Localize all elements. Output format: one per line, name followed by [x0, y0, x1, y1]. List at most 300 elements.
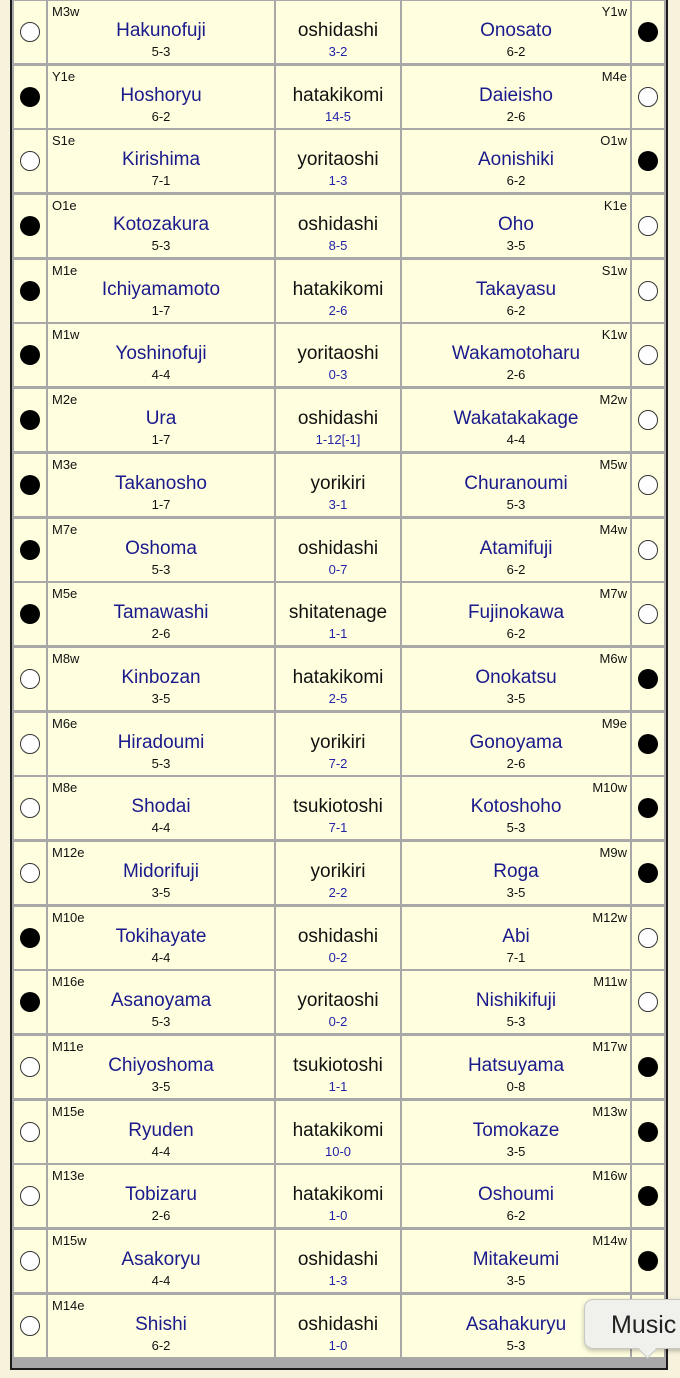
bout-row [12, 129, 666, 194]
bout-row [12, 1294, 666, 1359]
head-to-head-link[interactable]: 1-3 [328, 1273, 348, 1289]
west-result-cell [632, 454, 664, 516]
kimarite-cell [276, 713, 400, 775]
result-loss-icon [638, 540, 658, 560]
kimarite-cell [276, 1, 400, 63]
west-result-cell [632, 583, 664, 645]
bout-list [12, 0, 666, 1358]
east-result-cell [14, 454, 46, 516]
head-to-head-link[interactable]: 0-3 [328, 367, 348, 383]
west-result-cell [632, 713, 664, 775]
east-rank: Y1e [52, 68, 76, 84]
west-rikishi-cell [402, 907, 630, 969]
east-rikishi-link[interactable]: Oshoma [125, 537, 197, 559]
east-result-cell [14, 260, 46, 322]
west-rank: S1w [601, 262, 627, 278]
result-loss-icon [638, 281, 658, 301]
kimarite: tsukiotoshi [293, 796, 383, 818]
bout-row [12, 906, 666, 971]
west-rikishi-cell [402, 260, 630, 322]
kimarite: oshidashi [297, 214, 379, 236]
east-rikishi-cell [48, 519, 274, 581]
kimarite: hatakikomi [292, 1119, 384, 1141]
east-rank: M6e [52, 715, 78, 731]
east-record: 5-3 [151, 755, 171, 771]
west-rikishi-link[interactable]: Onosato [480, 20, 552, 41]
east-rank: M5e [52, 586, 78, 602]
west-result-cell [632, 907, 664, 969]
east-rikishi-link[interactable]: Midorifuji [122, 860, 200, 882]
east-rikishi-link[interactable]: Tamawashi [113, 602, 209, 624]
east-rank: M7e [52, 521, 78, 537]
west-rikishi-link[interactable]: Gonoyama [469, 731, 563, 753]
result-win-icon [20, 540, 40, 560]
west-rikishi-cell [402, 777, 630, 839]
east-rikishi-link[interactable]: Asanoyama [110, 990, 212, 1012]
west-rikishi-cell [402, 454, 630, 516]
result-win-icon [20, 475, 40, 495]
result-loss-icon [20, 151, 40, 171]
east-rikishi-link[interactable]: Ryuden [128, 1119, 194, 1141]
east-rikishi-link[interactable]: Shodai [131, 796, 191, 818]
west-rank: M4w [599, 521, 627, 537]
result-loss-icon [638, 87, 658, 107]
east-record: 5-3 [151, 238, 171, 254]
east-record: 5-3 [151, 1014, 171, 1030]
music-button[interactable] [584, 1299, 680, 1349]
kimarite: oshidashi [297, 1249, 379, 1271]
kimarite: hatakikomi [292, 84, 384, 106]
west-rikishi-link[interactable]: Fujinokawa [467, 602, 565, 624]
east-rikishi-cell [48, 1230, 274, 1292]
east-rikishi-link[interactable]: Hiradoumi [117, 731, 205, 753]
west-result-cell [632, 66, 664, 128]
east-rikishi-cell [48, 1036, 274, 1098]
head-to-head-link[interactable]: 1-3 [328, 173, 348, 189]
east-record: 3-5 [151, 690, 171, 706]
result-loss-icon [20, 798, 40, 818]
result-loss-icon [638, 216, 658, 236]
west-rikishi-cell [402, 66, 630, 128]
west-rank: M9e [601, 715, 627, 731]
result-win-icon [638, 22, 658, 42]
kimarite: yorikiri [310, 860, 366, 882]
kimarite-cell [276, 66, 400, 128]
east-rank: M10e [52, 909, 85, 925]
east-rikishi-link[interactable]: Hakunofuji [116, 20, 206, 41]
result-loss-icon [20, 734, 40, 754]
bout-row [12, 841, 666, 906]
kimarite-cell [276, 130, 400, 192]
east-rikishi-link[interactable]: Takanosho [115, 472, 207, 494]
kimarite: oshidashi [297, 20, 379, 41]
west-rank: M14w [592, 1233, 627, 1249]
west-result-cell [632, 260, 664, 322]
west-record: 4-4 [506, 432, 526, 448]
east-result-cell [14, 1101, 46, 1163]
west-rikishi-cell [402, 1165, 630, 1227]
kimarite: hatakikomi [292, 1184, 384, 1206]
music-button-label: Music [611, 1311, 677, 1339]
kimarite: yoritaoshi [297, 149, 379, 171]
east-result-cell [14, 1230, 46, 1292]
west-rikishi-cell [402, 1036, 630, 1098]
kimarite-cell [276, 1230, 400, 1292]
result-win-icon [20, 87, 40, 107]
west-rank: M16w [592, 1168, 627, 1184]
west-rikishi-link[interactable]: Wakatakakage [453, 408, 579, 430]
west-rikishi-cell [402, 713, 630, 775]
result-win-icon [20, 992, 40, 1012]
bout-row [12, 65, 666, 130]
head-to-head-link[interactable]: 3-2 [328, 44, 348, 59]
bout-row [12, 1229, 666, 1294]
west-record: 6-2 [506, 173, 526, 189]
east-rank: M12e [52, 844, 85, 860]
west-record: 3-5 [506, 238, 526, 254]
east-result-cell [14, 130, 46, 192]
east-rikishi-link[interactable]: Kinbozan [121, 666, 201, 688]
east-result-cell [14, 389, 46, 451]
east-rank: M11e [52, 1039, 84, 1054]
head-to-head-link[interactable]: 2-5 [328, 690, 348, 706]
head-to-head-link[interactable]: 1-1 [328, 626, 348, 642]
head-to-head-link[interactable]: 1-1 [328, 1079, 348, 1094]
kimarite-cell [276, 324, 400, 386]
result-win-icon [638, 734, 658, 754]
head-to-head-link[interactable]: 7-2 [328, 755, 348, 771]
bout-row [12, 970, 666, 1035]
bout-row [12, 776, 666, 841]
east-record: 6-2 [151, 108, 171, 124]
west-rikishi-link[interactable]: Abi [502, 925, 530, 947]
bout-row [12, 582, 666, 647]
east-rikishi-link[interactable]: Ura [145, 408, 177, 430]
east-rikishi-link[interactable]: Tokihayate [115, 925, 207, 947]
result-loss-icon [20, 1186, 40, 1206]
result-win-icon [638, 798, 658, 818]
east-record: 5-3 [151, 561, 171, 577]
bout-row [12, 453, 666, 518]
east-rank: M15w [52, 1233, 87, 1249]
east-record: 3-5 [151, 1079, 171, 1094]
west-rikishi-cell [402, 971, 630, 1033]
east-rank: M14e [52, 1297, 85, 1313]
bout-row [12, 518, 666, 583]
kimarite-cell [276, 1036, 400, 1098]
result-loss-icon [638, 604, 658, 624]
west-record: 2-6 [506, 755, 526, 771]
west-rank: M10w [592, 780, 627, 796]
head-to-head-link[interactable]: 1-12[-1] [315, 432, 361, 448]
east-result-cell [14, 971, 46, 1033]
kimarite: shitatenage [288, 602, 388, 624]
result-win-icon [638, 863, 658, 883]
east-record: 1-7 [151, 496, 171, 512]
east-record: 6-2 [151, 1337, 171, 1353]
bout-row [12, 1100, 666, 1165]
east-rikishi-cell [48, 842, 274, 904]
bout-row [12, 323, 666, 388]
result-win-icon [20, 281, 40, 301]
west-record: 3-5 [506, 1143, 526, 1159]
east-rikishi-cell [48, 777, 274, 839]
east-rank: M8w [52, 650, 80, 666]
east-rank: M1e [52, 262, 78, 278]
west-rank: M17w [592, 1039, 627, 1054]
east-record: 4-4 [151, 1273, 171, 1289]
bout-row [12, 1035, 666, 1100]
east-rikishi-cell [48, 389, 274, 451]
kimarite-cell [276, 971, 400, 1033]
head-to-head-link[interactable]: 1-0 [328, 1337, 348, 1353]
west-rank: Y1w [601, 4, 627, 19]
west-rikishi-cell [402, 1230, 630, 1292]
kimarite-cell [276, 777, 400, 839]
west-record: 3-5 [506, 884, 526, 900]
west-record: 6-2 [506, 626, 526, 642]
east-rikishi-link[interactable]: Tobizaru [125, 1184, 197, 1206]
east-rank: M3e [52, 456, 78, 472]
west-record: 2-6 [506, 108, 526, 124]
west-rikishi-link[interactable]: Aonishiki [477, 149, 555, 171]
west-rikishi-link[interactable]: Churanoumi [464, 472, 568, 494]
east-rikishi-link[interactable]: Asakoryu [121, 1249, 201, 1271]
east-result-cell [14, 1295, 46, 1357]
west-rank: K1e [603, 198, 627, 214]
east-result-cell [14, 1165, 46, 1227]
east-rikishi-cell [48, 454, 274, 516]
result-loss-icon [638, 345, 658, 365]
kimarite: yorikiri [310, 472, 366, 494]
west-result-cell [632, 130, 664, 192]
west-rikishi-cell [402, 1101, 630, 1163]
west-rank: M13w [592, 1103, 627, 1119]
result-loss-icon [20, 1251, 40, 1271]
east-record: 7-1 [151, 173, 171, 189]
west-rikishi-link[interactable]: Oho [498, 214, 534, 236]
head-to-head-link[interactable]: 7-1 [328, 820, 348, 836]
kimarite-cell [276, 454, 400, 516]
west-rikishi-cell [402, 648, 630, 710]
east-record: 1-7 [151, 432, 171, 448]
east-rikishi-cell [48, 1, 274, 63]
bout-row [12, 194, 666, 259]
west-record: 7-1 [506, 949, 526, 965]
west-record: 6-2 [506, 302, 526, 318]
east-rikishi-cell [48, 260, 274, 322]
kimarite: oshidashi [297, 1313, 379, 1335]
kimarite-cell [276, 260, 400, 322]
east-rank: M16e [52, 974, 85, 990]
west-rank: M5w [599, 456, 627, 472]
bout-row [12, 712, 666, 777]
west-result-cell [632, 971, 664, 1033]
east-record: 4-4 [151, 367, 171, 383]
kimarite-cell [276, 389, 400, 451]
east-result-cell [14, 648, 46, 710]
west-record: 3-5 [506, 690, 526, 706]
west-record: 0-8 [506, 1079, 526, 1094]
east-rikishi-link[interactable]: Chiyoshoma [108, 1055, 214, 1076]
result-win-icon [20, 216, 40, 236]
result-win-icon [638, 151, 658, 171]
west-record: 6-2 [506, 44, 526, 59]
east-rank: M15e [52, 1103, 85, 1119]
west-rikishi-link[interactable]: Kotoshoho [470, 796, 562, 818]
result-loss-icon [638, 992, 658, 1012]
west-rank: O1w [600, 133, 627, 149]
east-result-cell [14, 66, 46, 128]
kimarite: hatakikomi [292, 666, 384, 688]
west-rikishi-link[interactable]: Hatsuyama [467, 1055, 565, 1076]
result-win-icon [638, 1122, 658, 1142]
west-rikishi-link[interactable]: Nishikifuji [475, 990, 557, 1012]
west-rank: M6w [599, 650, 627, 666]
kimarite: yoritaoshi [297, 343, 379, 365]
east-record: 2-6 [151, 626, 171, 642]
west-rikishi-link[interactable]: Takayasu [475, 278, 557, 300]
east-result-cell [14, 324, 46, 386]
east-rikishi-cell [48, 907, 274, 969]
east-rikishi-link[interactable]: Shishi [135, 1313, 187, 1335]
kimarite-cell [276, 907, 400, 969]
west-rank: K1w [601, 327, 627, 343]
east-result-cell [14, 777, 46, 839]
head-to-head-link[interactable]: 2-2 [328, 884, 348, 900]
result-win-icon [638, 1186, 658, 1206]
west-record: 3-5 [506, 1273, 526, 1289]
bout-row [12, 0, 666, 65]
west-result-cell [632, 777, 664, 839]
result-win-icon [638, 1251, 658, 1271]
result-loss-icon [638, 475, 658, 495]
east-rank: O1e [52, 198, 77, 214]
west-record: 5-3 [506, 496, 526, 512]
west-result-cell [632, 1165, 664, 1227]
west-rikishi-link[interactable]: Daieisho [479, 84, 553, 106]
head-to-head-link[interactable]: 0-2 [328, 949, 348, 965]
east-rikishi-link[interactable]: Yoshinofuji [115, 343, 207, 365]
result-win-icon [20, 604, 40, 624]
west-rikishi-cell [402, 1, 630, 63]
bout-row [12, 647, 666, 712]
west-rikishi-cell [402, 324, 630, 386]
head-to-head-link[interactable]: 0-7 [328, 561, 348, 577]
west-result-cell [632, 1230, 664, 1292]
west-rikishi-link[interactable]: Mitakeumi [472, 1249, 560, 1271]
result-win-icon [20, 928, 40, 948]
west-rikishi-cell [402, 519, 630, 581]
result-loss-icon [20, 1122, 40, 1142]
east-result-cell [14, 713, 46, 775]
west-rikishi-cell [402, 389, 630, 451]
east-rikishi-link[interactable]: Ichiyamamoto [101, 278, 221, 300]
kimarite: yoritaoshi [297, 990, 379, 1012]
west-result-cell [632, 842, 664, 904]
kimarite: oshidashi [297, 408, 379, 430]
kimarite: hatakikomi [292, 278, 384, 300]
head-to-head-link[interactable]: 1-0 [328, 1208, 348, 1224]
head-to-head-link[interactable]: 14-5 [324, 108, 352, 124]
east-rank: S1e [52, 133, 76, 149]
west-rikishi-link[interactable]: Wakamotoharu [451, 343, 581, 365]
kimarite: oshidashi [297, 537, 379, 559]
west-rikishi-link[interactable]: Tomokaze [472, 1119, 560, 1141]
east-result-cell [14, 907, 46, 969]
kimarite: yorikiri [310, 731, 366, 753]
east-rank: M3w [52, 4, 80, 19]
result-loss-icon [638, 410, 658, 430]
east-record: 1-7 [151, 302, 171, 318]
head-to-head-link[interactable]: 0-2 [328, 1014, 348, 1030]
east-result-cell [14, 1036, 46, 1098]
west-result-cell [632, 1101, 664, 1163]
kimarite: oshidashi [297, 925, 379, 947]
west-rank: M4e [601, 68, 627, 84]
kimarite-cell [276, 1295, 400, 1357]
head-to-head-link[interactable]: 2-6 [328, 302, 348, 318]
east-record: 5-3 [151, 44, 171, 59]
east-rank: M2e [52, 392, 78, 408]
east-rikishi-cell [48, 1295, 274, 1357]
east-rikishi-cell [48, 713, 274, 775]
west-rank: M11w [593, 974, 627, 990]
east-rikishi-cell [48, 324, 274, 386]
result-loss-icon [20, 1057, 40, 1077]
west-rikishi-link[interactable]: Oshoumi [477, 1184, 555, 1206]
result-win-icon [638, 669, 658, 689]
west-record: 2-6 [506, 367, 526, 383]
east-rikishi-link[interactable]: Hoshoryu [120, 84, 202, 106]
west-rikishi-cell [402, 583, 630, 645]
kimarite: tsukiotoshi [293, 1055, 383, 1076]
east-record: 3-5 [151, 884, 171, 900]
east-record: 2-6 [151, 1208, 171, 1224]
west-rikishi-link[interactable]: Onokatsu [475, 666, 557, 688]
west-result-cell [632, 519, 664, 581]
east-rikishi-cell [48, 66, 274, 128]
west-rikishi-link[interactable]: Atamifuji [479, 537, 553, 559]
east-rikishi-cell [48, 130, 274, 192]
east-record: 4-4 [151, 1143, 171, 1159]
west-rikishi-link[interactable]: Asahakuryu [465, 1313, 567, 1335]
result-win-icon [20, 345, 40, 365]
torikumi-table [10, 0, 668, 1370]
west-record: 6-2 [506, 561, 526, 577]
east-rikishi-link[interactable]: Kotozakura [112, 214, 210, 236]
east-record: 4-4 [151, 820, 171, 836]
bout-row [12, 259, 666, 324]
west-record: 5-3 [506, 820, 526, 836]
west-record: 5-3 [506, 1337, 526, 1353]
kimarite-cell [276, 648, 400, 710]
west-result-cell [632, 1036, 664, 1098]
west-result-cell [632, 324, 664, 386]
east-rikishi-link[interactable]: Kirishima [121, 149, 201, 171]
head-to-head-link[interactable]: 8-5 [328, 238, 348, 254]
west-rikishi-link[interactable]: Roga [493, 860, 539, 882]
kimarite-cell [276, 1101, 400, 1163]
head-to-head-link[interactable]: 3-1 [328, 496, 348, 512]
result-loss-icon [20, 1316, 40, 1336]
east-rikishi-cell [48, 648, 274, 710]
result-loss-icon [20, 863, 40, 883]
kimarite-cell [276, 1165, 400, 1227]
west-rikishi-cell [402, 195, 630, 257]
bout-row [12, 388, 666, 453]
head-to-head-link[interactable]: 10-0 [324, 1143, 352, 1159]
